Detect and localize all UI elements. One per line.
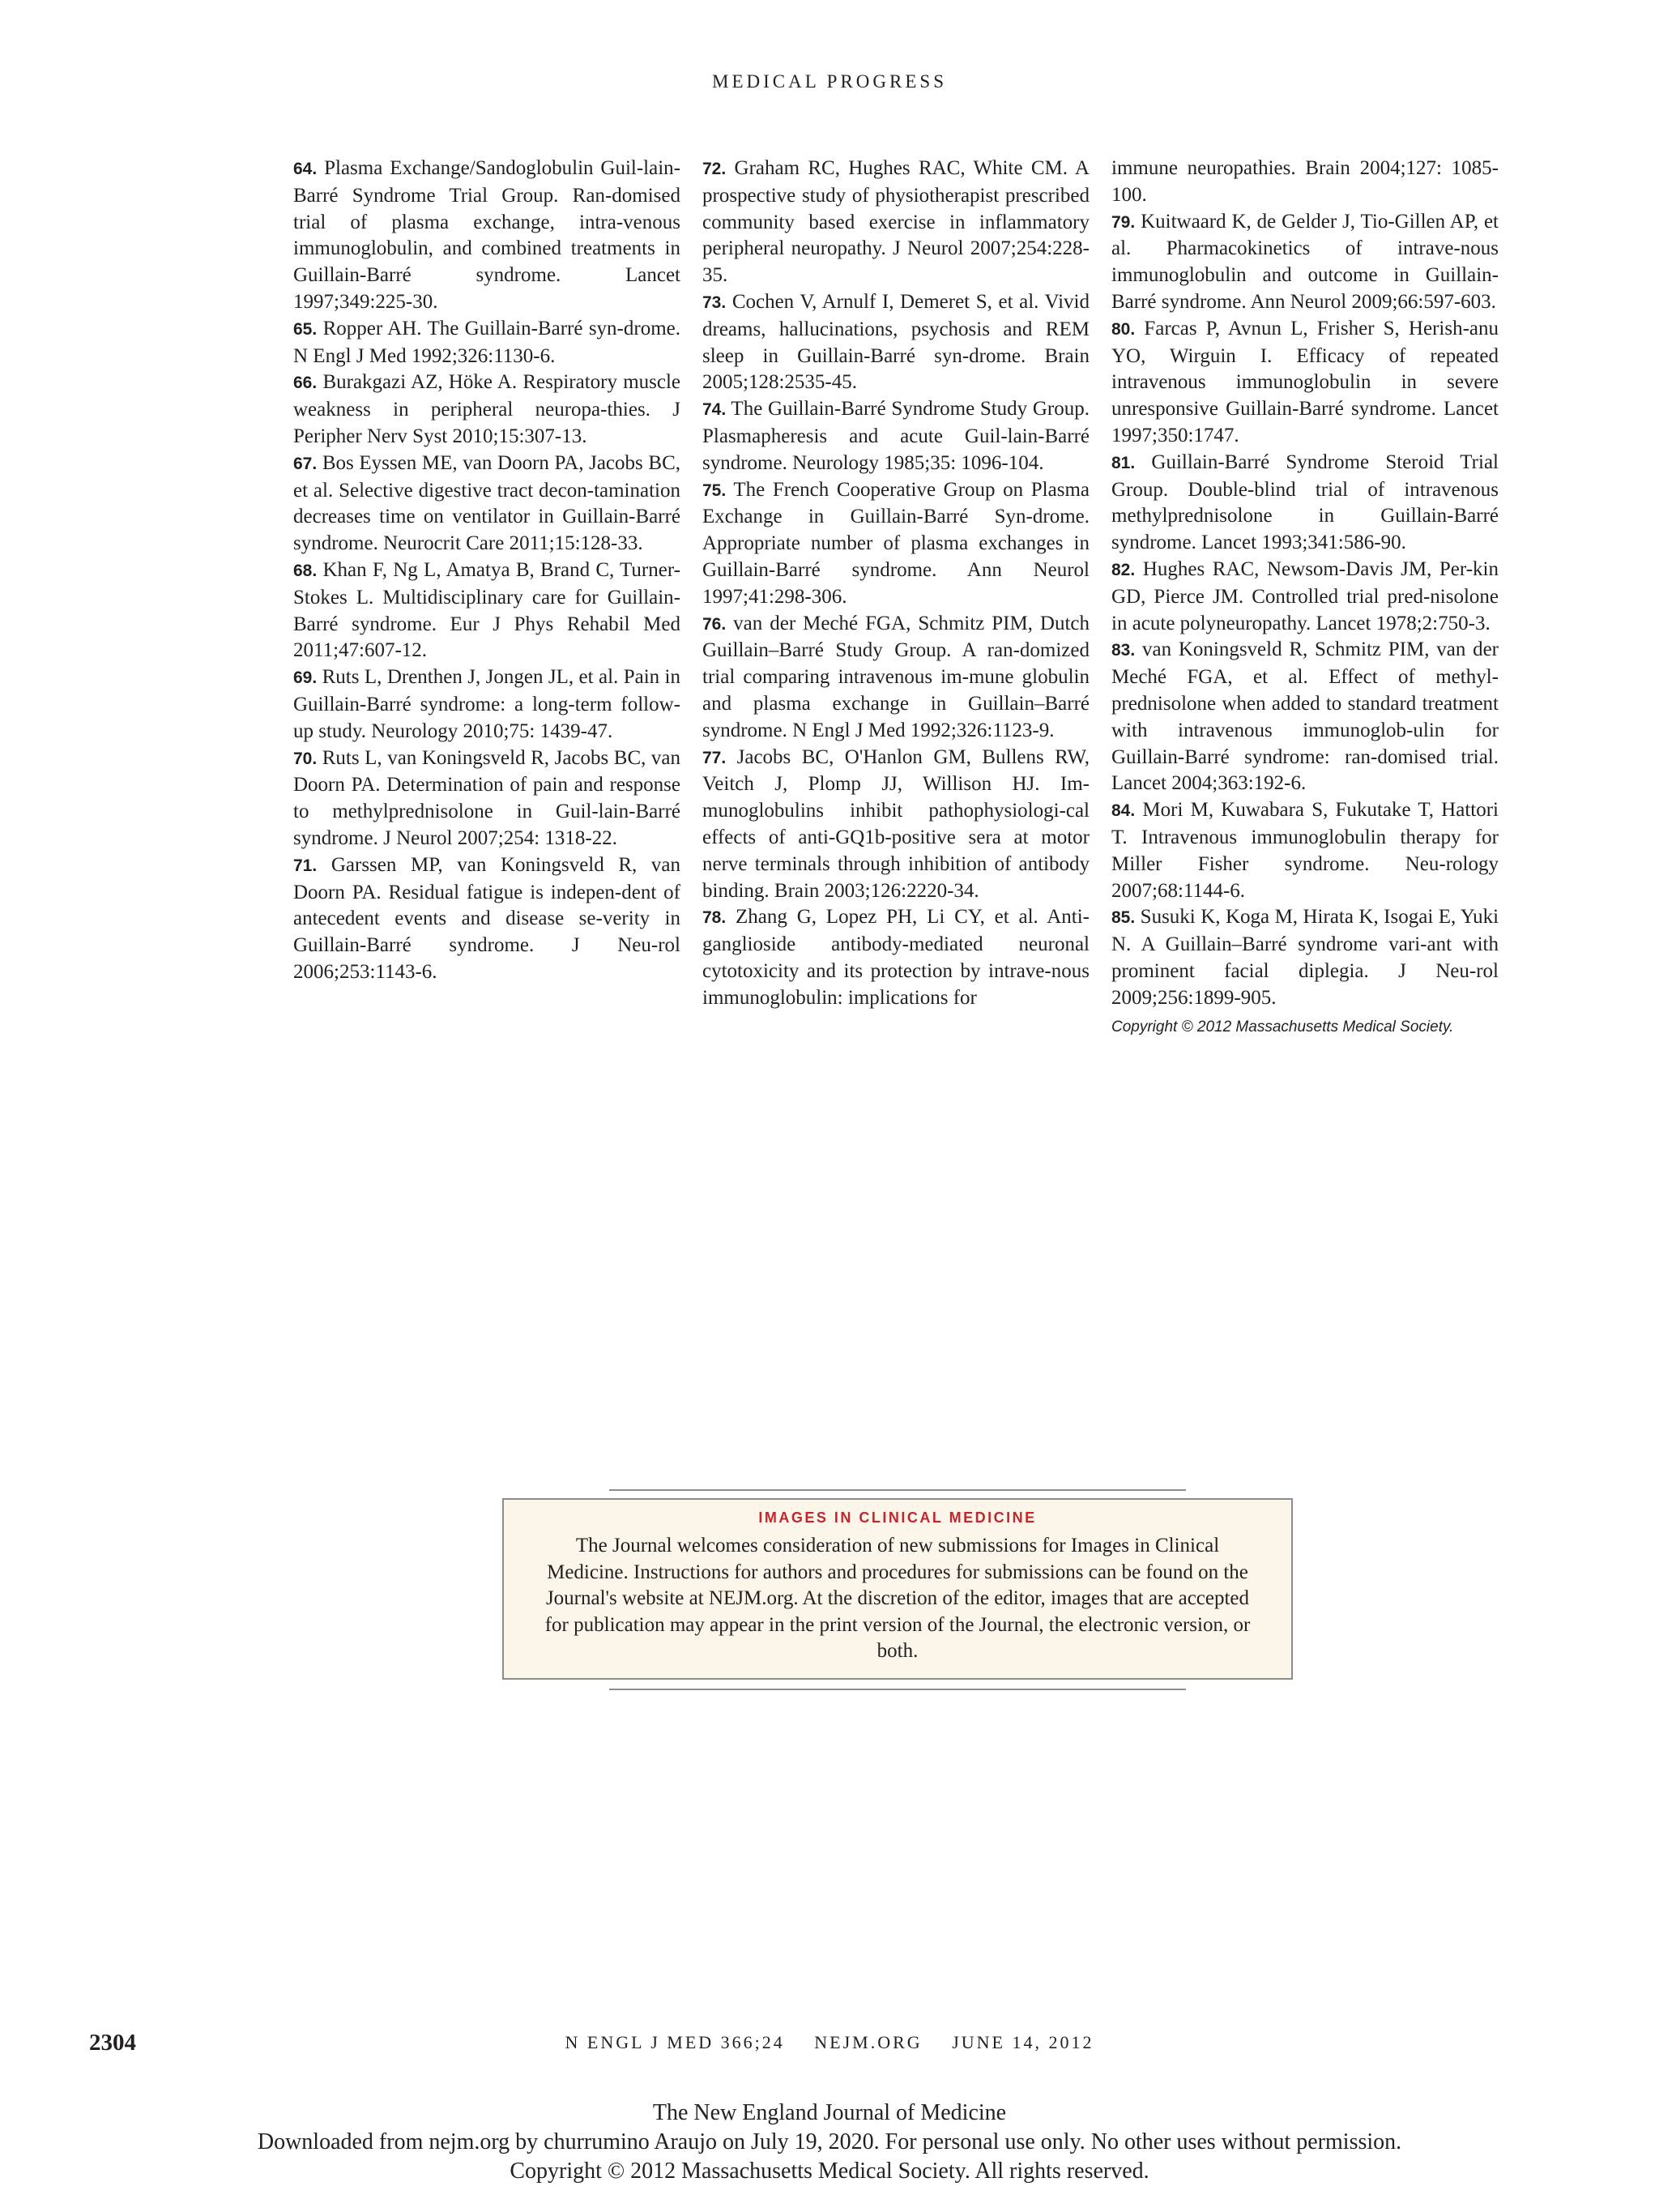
reference-number: 84. [1111,801,1136,821]
reference-item [702,904,1090,1011]
reference-item [702,156,1090,289]
reference-text: van Koningsveld R, Schmitz PIM, van der Meché FGA, et al. Effect of methyl-prednisolone when added to standard treatment with intravenous immunoglob-ulin for Guillain-Barré syndrome: ran-domised trial. Lancet 2004;363:192-6. [1111,638,1499,795]
notice-body: The Journal welcomes consideration of new submissions for Images in Clinical Medicine. Instructions for authors and procedures for submissions can be found on the Journal's website at NEJM.org. At the discretion of the editor, images that are accepted for publication may appear in the print version of the Journal, the electronic version, or both. [544,1535,1251,1662]
reference-item [1111,557,1499,637]
reference-text: Graham RC, Hughes RAC, White CM. A prospective study of physiotherapist prescribed community based exercise in inflammatory peripheral neuropathy. J Neurol 2007;254:228-35. [702,157,1090,287]
journal-footer [0,2032,1659,2053]
reference-number: 68. [293,561,318,580]
notice-title: IMAGES IN CLINICAL MEDICINE [758,1510,1037,1526]
reference-item [702,477,1090,611]
reference-number: 70. [293,749,318,768]
reference-item [1111,316,1499,450]
reference-number: 85. [1111,908,1136,928]
reference-item [1111,637,1499,797]
download-journal-name: The New England Journal of Medicine [652,2100,1007,2125]
running-head: MEDICAL PROGRESS [712,71,947,92]
reference-item [293,852,680,986]
reference-number: 67. [293,454,318,473]
reference-text: Burakgazi AZ, Höke A. Respiratory muscle weakness in peripheral neuropa-thies. J Peripher Nerv Syst 2010;15:307-13. [293,371,681,447]
references-column-2 [702,156,1090,1012]
reference-item [702,396,1090,476]
journal-site: NEJM.ORG [814,2032,923,2052]
reference-item [1111,209,1499,316]
reference-text: The French Cooperative Group on Plasma Exchange in Guillain-Barré Syn-drome. Appropriate number of plasma exchanges in Guillain-Barré syndrome. Ann Neurol 1997;41:298-306. [702,478,1090,608]
reference-item [293,369,680,450]
reference-number: 64. [293,160,318,178]
reference-item [1111,904,1499,1011]
reference-text: Ruts L, Drenthen J, Jongen JL, et al. Pain in Guillain-Barré syndrome: a long-term follow-up study. Neurology 2010;75: 1439-47. [293,666,681,742]
download-statement: Downloaded from nejm.org by churrumino Araujo on July 19, 2020. For personal use only. No other uses without permission. [257,2129,1402,2154]
reference-text: Jacobs BC, O'Hanlon GM, Bullens RW, Veitch J, Plomp JJ, Willison HJ. Im-munoglobulins inhibit pathophysiologi-cal effects of anti-GQ1b-positive sera at motor nerve terminals through inhibition of antibody binding. Brain 2003;126:2220-34. [702,745,1090,902]
reference-number: 80. [1111,319,1136,339]
reference-number: 77. [702,748,727,767]
reference-number: 66. [293,374,318,393]
reference-text: Guillain-Barré Syndrome Steroid Trial Group. Double-blind trial of intravenous methylprednisolone in Guillain-Barré syndrome. Lancet 1993;341:586-90. [1111,451,1499,554]
reference-text: Bos Eyssen ME, van Doorn PA, Jacobs BC, et al. Selective digestive tract decon-tamination decreases time on ventilator in Guillain-Barré syndrome. Neurocrit Care 2011;15:128-33. [293,451,681,555]
reference-number: 71. [293,856,318,875]
reference-item [702,745,1090,905]
reference-number: 75. [702,480,727,500]
reference-item [702,611,1090,745]
reference-number: 72. [702,160,727,178]
reference-item [293,156,680,316]
download-copyright: Copyright © 2012 Massachusetts Medical Society. All rights reserved. [510,2159,1149,2184]
reference-number: 82. [1111,560,1136,579]
journal-citation: N ENGL J MED 366;24 [565,2032,785,2052]
notice-top-rule [609,1489,1186,1491]
reference-text: The Guillain-Barré Syndrome Study Group. Plasmapheresis and acute Guil-lain-Barré syndrome. Neurology 1985;35: 1096-104. [702,398,1090,474]
reference-number: 65. [293,319,318,339]
reference-item [293,745,680,852]
reference-text: Farcas P, Avnun L, Frisher S, Herish-anu YO, Wirguin I. Efficacy of repeated intravenous immunoglobulin in severe unresponsive Guillain-Barré syndrome. Lancet 1997;350:1747. [1111,317,1499,446]
reference-text: Susuki K, Koga M, Hirata K, Isogai E, Yuki N. A Guillain–Barré syndrome vari-ant with prominent facial diplegia. J Neu-rol 2009;256:1899-905. [1111,906,1499,1009]
references-column-1 [293,156,680,986]
reference-text: Ropper AH. The Guillain-Barré syn-drome. N Engl J Med 1992;326:1130-6. [293,317,680,367]
reference-number: 73. [702,293,727,312]
reference-text: Garssen MP, van Koningsveld R, van Doorn PA. Residual fatigue is indepen-dent of antecedent events and disease se-verity in Guillain-Barré syndrome. J Neu-rol 2006;253:1143-6. [293,853,681,983]
reference-item [293,451,680,557]
reference-text: Kuitwaard K, de Gelder J, Tio-Gillen AP, et al. Pharmacokinetics of intrave-nous immunoglobulin and outcome in Guillain-Barré syndrome. Ann Neurol 2009;66:597-603. [1111,210,1499,313]
reference-item [293,316,680,370]
reference-text: Khan F, Ng L, Amatya B, Brand C, Turner-Stokes L. Multidisciplinary care for Guillain-Barré syndrome. Eur J Phys Rehabil Med 2011;47:607-12. [293,558,681,662]
reference-number: 83. [1111,641,1136,660]
page-number: 2304 [89,2030,136,2056]
notice-bottom-rule [609,1689,1186,1690]
reference-item [1111,450,1499,557]
reference-item [293,557,680,664]
reference-text: Hughes RAC, Newsom-Davis JM, Per-kin GD, Pierce JM. Controlled trial pred-nisolone in acute polyneuropathy. Lancet 1978;2:750-3. [1111,557,1499,634]
reference-text: Ruts L, van Koningsveld R, Jacobs BC, van Doorn PA. Determination of pain and response to methylprednisolone in Guil-lain-Barré syndrome. J Neurol 2007;254: 1318-22. [293,746,681,849]
reference-item [1111,156,1499,209]
reference-text: immune neuropathies. Brain 2004;127: 1085-100. [1111,157,1499,206]
reference-text: Cochen V, Arnulf I, Demeret S, et al. Vivid dreams, hallucinations, psychosis and REM sleep in Guillain-Barré syn-drome. Brain 2005;128:2535-45. [702,290,1090,394]
article-copyright: Copyright © 2012 Massachusetts Medical Society. [1111,1018,1454,1036]
reference-text: van der Meché FGA, Schmitz PIM, Dutch Guillain–Barré Study Group. A ran-domized trial comparing intravenous im-mune globulin and plasma exchange in Guillain–Barré syndrome. N Engl J Med 1992;326:1123-9. [702,612,1090,741]
reference-text: Zhang G, Lopez PH, Li CY, et al. Anti-ganglioside antibody-mediated neuronal cytotoxicity and its protection by intrave-nous immunoglobulin: implications for [702,906,1090,1009]
reference-number: 79. [1111,212,1136,232]
reference-number: 81. [1111,453,1136,472]
reference-text: Mori M, Kuwabara S, Fukutake T, Hattori T. Intravenous immunoglobulin therapy for Miller Fisher syndrome. Neu-rology 2007;68:1144-6. [1111,799,1499,902]
reference-number: 74. [702,400,727,420]
reference-item [1111,797,1499,904]
reference-number: 78. [702,908,727,928]
issue-date: JUNE 14, 2012 [952,2032,1094,2052]
reference-item [293,664,680,745]
reference-text: Plasma Exchange/Sandoglobulin Guil-lain-Barré Syndrome Trial Group. Ran-domised trial of plasma exchange, intra-venous immunoglobulin, and combined treatments in Guillain-Barré syndrome. Lancet 1997;349:225-30. [293,157,680,313]
images-in-clinical-medicine-notice [502,1498,1293,1680]
reference-item [702,289,1090,396]
references-column-3 [1111,156,1499,1040]
reference-number: 69. [293,668,318,688]
reference-number: 76. [702,614,727,634]
